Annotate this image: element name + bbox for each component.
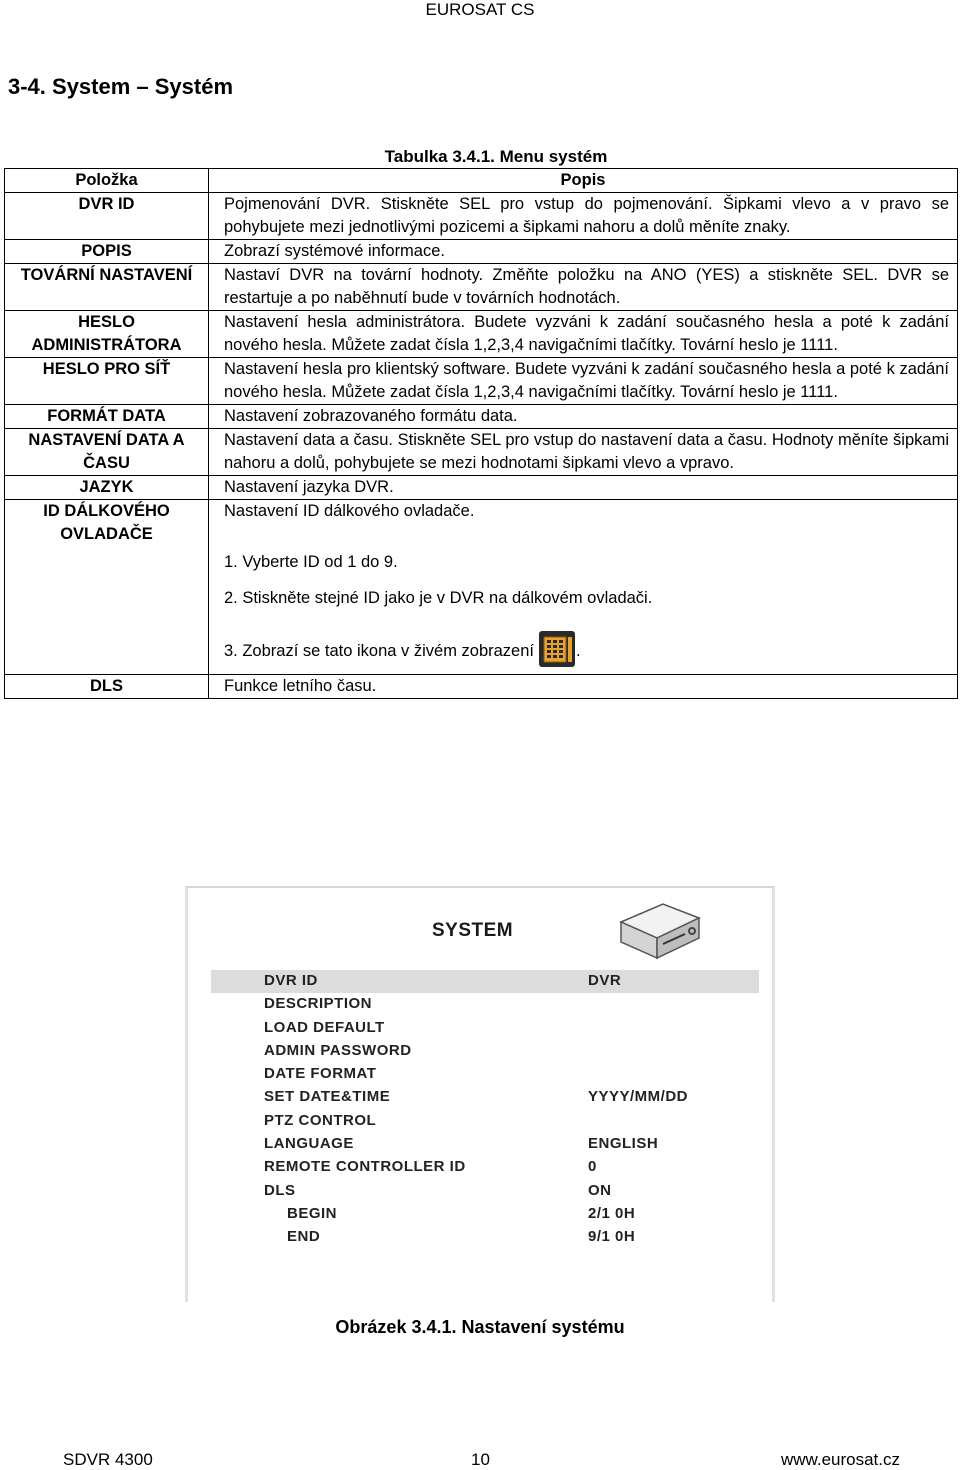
menu-row-dvr-id[interactable]: DVR ID DVR: [211, 970, 759, 993]
system-menu-table: [4, 168, 958, 699]
dvr-device-icon: [613, 900, 703, 967]
section-title: 3-4. System – Systém: [8, 74, 234, 99]
row-item-net-password: HESLO PRO SÍŤ: [5, 358, 209, 405]
table-row: [5, 240, 958, 264]
table-row: [5, 429, 958, 476]
table-row: [5, 500, 958, 675]
system-menu-screenshot: [185, 886, 775, 1302]
row-item-dvr-id: DVR ID: [5, 193, 209, 240]
page-header: EUROSAT CS: [425, 0, 535, 19]
page-footer: [0, 1450, 960, 1470]
row-desc-admin-password: Nastavení hesla administrátora. Budete vyzváni k zadání současného hesla a poté k zadání nového hesla. Můžete zadat čísla 1,2,3,4 navigačními tlačítky. Tovární heslo je 1111.: [209, 311, 958, 358]
row-item-date-format: FORMÁT DATA: [5, 405, 209, 429]
menu-row-description[interactable]: DESCRIPTION: [264, 995, 373, 1013]
row-item-popis: POPIS: [5, 240, 209, 264]
remote-line-4: 3. Zobrazí se tato ikona v živém zobrazení .: [224, 630, 949, 668]
remote-line-3: 2. Stiskněte stejné ID jako je v DVR na dálkovém ovladači.: [224, 589, 653, 607]
remote-line-1: Nastavení ID dálkového ovladače.: [224, 502, 475, 520]
column-header-description: Popis: [209, 169, 958, 193]
menu-row-dls[interactable]: DLS ON: [264, 1181, 612, 1199]
remote-line-2: 1. Vyberte ID od 1 do 9.: [224, 553, 398, 571]
menu-row-set-date-time[interactable]: SET DATE&TIME YYYY/MM/DD: [264, 1088, 689, 1106]
menu-row-language[interactable]: LANGUAGE ENGLISH: [264, 1135, 659, 1153]
table-row: [5, 358, 958, 405]
footer-page-number: 10: [471, 1450, 490, 1469]
table-row: [5, 675, 958, 699]
row-item-date-time: NASTAVENÍ DATA A ČASU: [5, 429, 209, 476]
screen-title: SYSTEM: [432, 920, 514, 941]
table-row: [5, 264, 958, 311]
menu-row-load-default[interactable]: LOAD DEFAULT: [264, 1018, 385, 1036]
menu-row-begin[interactable]: BEGIN 2/1 0H: [287, 1204, 636, 1222]
menu-row-end[interactable]: END 9/1 0H: [287, 1228, 636, 1246]
table-row: [5, 193, 958, 240]
row-desc-date-format: Nastavení zobrazovaného formátu data.: [209, 405, 958, 429]
row-desc-language: Nastavení jazyka DVR.: [209, 476, 958, 500]
row-desc-remote-id: [209, 500, 958, 675]
menu-row-remote-controller-id[interactable]: REMOTE CONTROLLER ID 0: [264, 1158, 597, 1176]
menu-row-ptz-control[interactable]: PTZ CONTROL: [264, 1111, 377, 1129]
column-header-item: Položka: [5, 169, 209, 193]
table-row: [5, 311, 958, 358]
row-desc-popis: Zobrazí systémové informace.: [209, 240, 958, 264]
remote-id-icon: [538, 630, 576, 668]
row-item-language: JAZYK: [5, 476, 209, 500]
row-desc-net-password: Nastavení hesla pro klientský software. Budete vyzváni k zadání současného hesla a poté k zadání nového hesla. Můžete zadat čísla 1,2,3,4 navigačními tlačítky. Tovární heslo je 1111.: [209, 358, 958, 405]
footer-model: SDVR 4300: [63, 1450, 153, 1469]
screen-menu-list: [211, 970, 759, 1250]
row-item-remote-id: ID DÁLKOVÉHO OVLADAČE: [5, 500, 209, 675]
row-desc-dls: Funkce letního času.: [209, 675, 958, 699]
footer-website: www.eurosat.cz: [780, 1450, 900, 1469]
row-item-dls: DLS: [5, 675, 209, 699]
row-item-admin-password: HESLO ADMINISTRÁTORA: [5, 311, 209, 358]
row-desc-date-time: Nastavení data a času. Stiskněte SEL pro vstup do nastavení data a času. Hodnoty měníte šipkami nahoru a dolů, pohybujete se mezi hodnotami šipkami vlevo a vpravo.: [209, 429, 958, 476]
row-item-factory: TOVÁRNÍ NASTAVENÍ: [5, 264, 209, 311]
table-row: [5, 405, 958, 429]
table-row: [5, 476, 958, 500]
row-desc-dvr-id: Pojmenování DVR. Stiskněte SEL pro vstup do pojmenování. Šipkami vlevo a v pravo se pohybujete mezi jednotlivými pozicemi a šipkami nahoru a dolů měníte znaky.: [209, 193, 958, 240]
table-header-row: [5, 169, 958, 193]
row-desc-factory: Nastaví DVR na tovární hodnoty. Změňte položku na ANO (YES) a stiskněte SEL. DVR se restartuje a po naběhnutí bude v továrních hodnotách.: [209, 264, 958, 311]
menu-row-date-format[interactable]: DATE FORMAT: [264, 1065, 377, 1083]
figure-caption: Obrázek 3.4.1. Nastavení systému: [335, 1317, 625, 1337]
menu-row-admin-password[interactable]: ADMIN PASSWORD: [264, 1041, 412, 1059]
table-caption: Tabulka 3.4.1. Menu systém: [384, 147, 608, 166]
